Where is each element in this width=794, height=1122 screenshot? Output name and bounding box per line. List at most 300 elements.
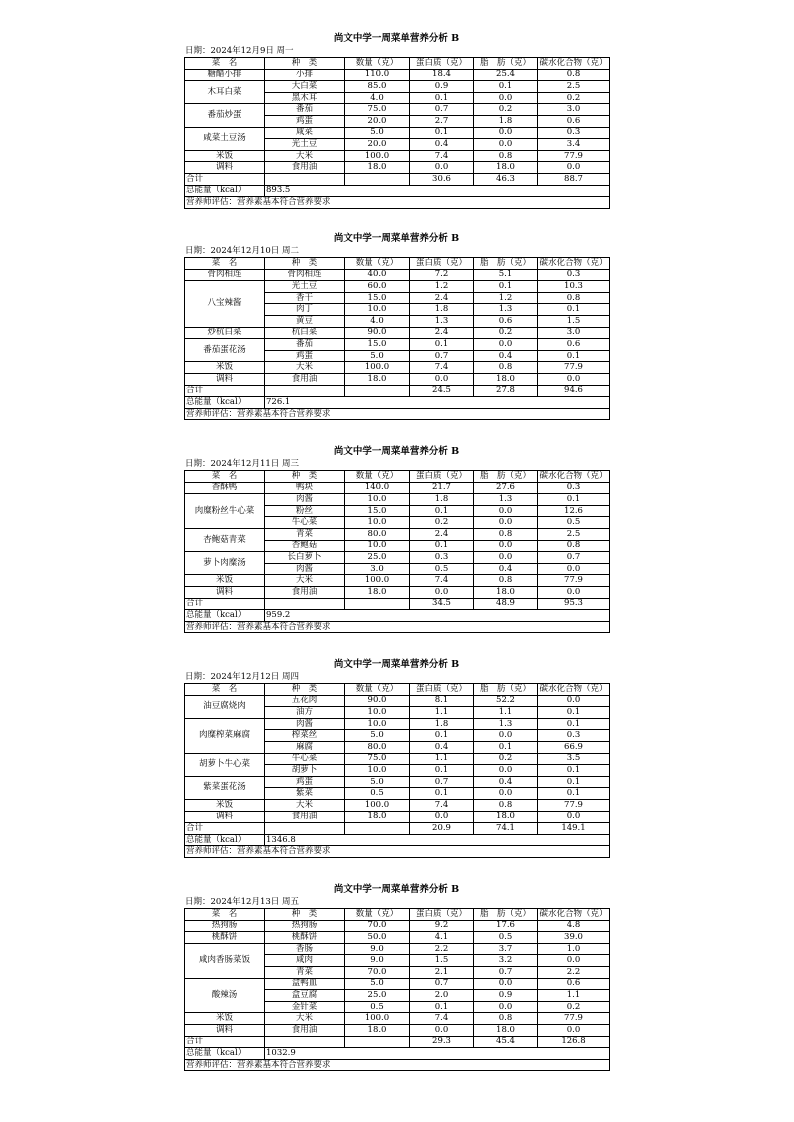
protein-cell: 0.1 xyxy=(410,1001,474,1013)
carbohydrate-cell: 39.0 xyxy=(538,932,610,944)
carbohydrate-cell: 77.9 xyxy=(538,1013,610,1025)
total-carbohydrate: 149.1 xyxy=(538,823,610,835)
column-header: 脂 肪（克） xyxy=(474,684,538,696)
quantity-cell: 50.0 xyxy=(345,932,410,944)
fat-cell: 18.0 xyxy=(474,162,538,174)
dish-name: 萝卜肉糜汤 xyxy=(185,552,265,575)
carbohydrate-cell: 0.1 xyxy=(538,788,610,800)
dish-name: 番茄炒蛋 xyxy=(185,104,265,127)
column-header: 碳水化合物（克） xyxy=(539,683,608,694)
carbohydrate-cell: 3.4 xyxy=(538,139,610,151)
energy-label: 总能量（kcal） xyxy=(185,397,265,409)
assessment-text: 营养师评估：营养素基本符合营养要求 xyxy=(185,846,610,858)
dish-name: 米饭 xyxy=(185,150,265,162)
fat-cell: 0.6 xyxy=(474,315,538,327)
fat-cell: 0.8 xyxy=(474,150,538,162)
protein-cell: 7.4 xyxy=(410,799,474,811)
ingredient-cell: 番茄 xyxy=(265,104,345,116)
dish-name: 咸菜土豆汤 xyxy=(185,127,265,150)
quantity-cell: 10.0 xyxy=(345,540,410,552)
ingredient-cell: 大米 xyxy=(265,575,345,587)
nutrition-table xyxy=(184,57,610,209)
column-header: 菜 名 xyxy=(185,684,265,696)
quantity-cell: 10.0 xyxy=(345,494,410,506)
ingredient-cell: 食用油 xyxy=(265,1024,345,1036)
total-ingredient-cell xyxy=(265,823,345,835)
column-header: 蛋白质（克） xyxy=(410,58,474,70)
protein-cell: 1.8 xyxy=(410,718,474,730)
ingredient-cell: 大米 xyxy=(265,150,345,162)
carbohydrate-cell: 0.0 xyxy=(538,162,610,174)
nutrition-table xyxy=(184,257,610,420)
ingredient-cell: 热狗肠 xyxy=(265,920,345,932)
quantity-cell: 9.0 xyxy=(345,943,410,955)
carbohydrate-cell: 3.0 xyxy=(538,327,610,339)
assessment-text: 营养师评估：营养素基本符合营养要求 xyxy=(185,1059,610,1071)
ingredient-cell: 杏鲍菇 xyxy=(265,540,345,552)
quantity-cell: 60.0 xyxy=(345,281,410,293)
ingredient-cell: 麻腐 xyxy=(265,741,345,753)
total-label: 合计 xyxy=(185,385,265,397)
protein-cell: 0.1 xyxy=(410,765,474,777)
fat-cell: 0.2 xyxy=(474,104,538,116)
fat-cell: 0.2 xyxy=(474,327,538,339)
nutrition-table xyxy=(184,470,610,633)
quantity-cell: 140.0 xyxy=(345,482,410,494)
table-row xyxy=(185,943,610,955)
protein-cell: 0.4 xyxy=(410,139,474,151)
carbohydrate-cell: 1.1 xyxy=(538,990,610,1002)
ingredient-cell: 食用油 xyxy=(265,586,345,598)
total-label: 合计 xyxy=(185,823,265,835)
fat-cell: 0.1 xyxy=(474,741,538,753)
protein-cell: 4.1 xyxy=(410,932,474,944)
quantity-cell: 40.0 xyxy=(345,269,410,281)
total-row xyxy=(185,385,610,397)
assessment-text: 营养师评估：营养素基本符合营养要求 xyxy=(185,197,610,209)
dish-name: 调料 xyxy=(185,811,265,823)
header-row xyxy=(185,258,610,270)
ingredient-cell: 五花肉 xyxy=(265,695,345,707)
ingredient-cell: 黑木耳 xyxy=(265,92,345,104)
column-header: 数量（克） xyxy=(345,909,410,921)
quantity-cell: 90.0 xyxy=(345,327,410,339)
energy-row xyxy=(185,185,610,197)
ingredient-cell: 大米 xyxy=(265,1013,345,1025)
protein-cell: 21.7 xyxy=(410,482,474,494)
ingredient-cell: 番茄 xyxy=(265,339,345,351)
carbohydrate-cell: 0.3 xyxy=(538,269,610,281)
fat-cell: 0.8 xyxy=(474,362,538,374)
total-carbohydrate: 95.3 xyxy=(538,598,610,610)
fat-cell: 0.0 xyxy=(474,139,538,151)
ingredient-cell: 盒鸭血 xyxy=(265,978,345,990)
fat-cell: 0.7 xyxy=(474,966,538,978)
ingredient-cell: 青菜 xyxy=(265,966,345,978)
ingredient-cell: 粉丝 xyxy=(265,505,345,517)
fat-cell: 18.0 xyxy=(474,1024,538,1036)
column-header: 种 类 xyxy=(265,258,345,270)
carbohydrate-cell: 0.0 xyxy=(538,811,610,823)
quantity-cell: 5.0 xyxy=(345,127,410,139)
carbohydrate-cell: 2.2 xyxy=(538,966,610,978)
carbohydrate-cell: 77.9 xyxy=(538,575,610,587)
ingredient-cell: 盒豆腐 xyxy=(265,990,345,1002)
carbohydrate-cell: 3.5 xyxy=(538,753,610,765)
protein-cell: 2.4 xyxy=(410,292,474,304)
dish-name: 桃酥饼 xyxy=(185,932,265,944)
protein-cell: 18.4 xyxy=(410,69,474,81)
carbohydrate-cell: 0.0 xyxy=(538,373,610,385)
protein-cell: 1.3 xyxy=(410,315,474,327)
dish-name: 炒杭白菜 xyxy=(185,327,265,339)
table-row xyxy=(185,482,610,494)
fat-cell: 3.7 xyxy=(474,943,538,955)
protein-cell: 0.0 xyxy=(410,1024,474,1036)
fat-cell: 25.4 xyxy=(474,69,538,81)
energy-value: 893.5 xyxy=(265,185,345,197)
quantity-cell: 70.0 xyxy=(345,966,410,978)
ingredient-cell: 肉酱 xyxy=(265,563,345,575)
ingredient-cell: 光土豆 xyxy=(265,281,345,293)
energy-row xyxy=(185,1048,610,1060)
protein-cell: 1.1 xyxy=(410,707,474,719)
carbohydrate-cell: 1.0 xyxy=(538,943,610,955)
total-protein: 24.5 xyxy=(410,385,474,397)
carbohydrate-cell: 77.9 xyxy=(538,150,610,162)
fat-cell: 18.0 xyxy=(474,373,538,385)
table-row xyxy=(185,799,610,811)
fat-cell: 27.6 xyxy=(474,482,538,494)
energy-blank xyxy=(345,397,610,409)
carbohydrate-cell: 2.5 xyxy=(538,528,610,540)
protein-cell: 1.1 xyxy=(410,753,474,765)
fat-cell: 0.0 xyxy=(474,788,538,800)
total-protein: 20.9 xyxy=(410,823,474,835)
fat-cell: 1.3 xyxy=(474,494,538,506)
protein-cell: 0.0 xyxy=(410,811,474,823)
energy-blank xyxy=(345,610,610,622)
ingredient-cell: 金针菜 xyxy=(265,1001,345,1013)
quantity-cell: 15.0 xyxy=(345,292,410,304)
protein-cell: 7.4 xyxy=(410,362,474,374)
quantity-cell: 10.0 xyxy=(345,517,410,529)
column-header: 数量（克） xyxy=(345,471,410,483)
energy-label: 总能量（kcal） xyxy=(185,185,265,197)
protein-cell: 0.1 xyxy=(410,339,474,351)
quantity-cell: 85.0 xyxy=(345,81,410,93)
energy-row xyxy=(185,834,610,846)
carbohydrate-cell: 0.8 xyxy=(538,292,610,304)
carbohydrate-cell: 0.1 xyxy=(538,707,610,719)
energy-value: 1346.8 xyxy=(265,834,345,846)
ingredient-cell: 长白萝卜 xyxy=(265,552,345,564)
total-label: 合计 xyxy=(185,598,265,610)
table-title: 尚文中学一周菜单营养分析 B xyxy=(333,33,460,44)
total-quantity-cell xyxy=(345,598,410,610)
quantity-cell: 100.0 xyxy=(345,1013,410,1025)
quantity-cell: 5.0 xyxy=(345,776,410,788)
fat-cell: 0.5 xyxy=(474,932,538,944)
ingredient-cell: 胡萝卜 xyxy=(265,765,345,777)
table-row xyxy=(185,104,610,116)
total-row xyxy=(185,598,610,610)
table-row xyxy=(185,575,610,587)
fat-cell: 17.6 xyxy=(474,920,538,932)
total-quantity-cell xyxy=(345,385,410,397)
table-row xyxy=(185,1024,610,1036)
fat-cell: 0.0 xyxy=(474,552,538,564)
fat-cell: 3.2 xyxy=(474,955,538,967)
ingredient-cell: 食用油 xyxy=(265,811,345,823)
protein-cell: 9.2 xyxy=(410,920,474,932)
energy-row xyxy=(185,610,610,622)
quantity-cell: 0.5 xyxy=(345,788,410,800)
column-header: 数量（克） xyxy=(345,684,410,696)
table-row xyxy=(185,162,610,174)
protein-cell: 0.1 xyxy=(410,540,474,552)
ingredient-cell: 咸肉 xyxy=(265,955,345,967)
energy-blank xyxy=(345,185,610,197)
protein-cell: 2.2 xyxy=(410,943,474,955)
column-header: 碳水化合物（克） xyxy=(539,57,608,68)
table-row xyxy=(185,978,610,990)
dish-name: 肉糜榨菜麻腐 xyxy=(185,718,265,753)
column-header: 脂 肪（克） xyxy=(474,58,538,70)
ingredient-cell: 肉酱 xyxy=(265,494,345,506)
table-row xyxy=(185,281,610,293)
protein-cell: 0.9 xyxy=(410,81,474,93)
assessment-row xyxy=(185,408,610,420)
protein-cell: 2.4 xyxy=(410,528,474,540)
carbohydrate-cell: 0.2 xyxy=(538,92,610,104)
protein-cell: 1.5 xyxy=(410,955,474,967)
total-fat: 46.3 xyxy=(474,173,538,185)
carbohydrate-cell: 0.0 xyxy=(538,1024,610,1036)
table-row xyxy=(185,753,610,765)
protein-cell: 0.1 xyxy=(410,505,474,517)
energy-blank xyxy=(345,834,610,846)
ingredient-cell: 鸡蛋 xyxy=(265,350,345,362)
carbohydrate-cell: 0.1 xyxy=(538,350,610,362)
carbohydrate-cell: 0.1 xyxy=(538,718,610,730)
column-header: 种 类 xyxy=(265,909,345,921)
fat-cell: 0.4 xyxy=(474,776,538,788)
dish-name: 米饭 xyxy=(185,1013,265,1025)
total-fat: 27.8 xyxy=(474,385,538,397)
quantity-cell: 3.0 xyxy=(345,563,410,575)
quantity-cell: 20.0 xyxy=(345,115,410,127)
column-header: 数量（克） xyxy=(345,258,410,270)
carbohydrate-cell: 0.7 xyxy=(538,552,610,564)
carbohydrate-cell: 77.9 xyxy=(538,362,610,374)
column-header: 菜 名 xyxy=(185,909,265,921)
header-row xyxy=(185,684,610,696)
dish-name: 番茄蛋花汤 xyxy=(185,339,265,362)
carbohydrate-cell: 0.1 xyxy=(538,304,610,316)
dish-name: 木耳白菜 xyxy=(185,81,265,104)
date-line: 日期：2024年12月10日 周二 xyxy=(185,246,299,256)
carbohydrate-cell: 0.0 xyxy=(538,586,610,598)
ingredient-cell: 油方 xyxy=(265,707,345,719)
quantity-cell: 4.0 xyxy=(345,92,410,104)
energy-label: 总能量（kcal） xyxy=(185,834,265,846)
table-row xyxy=(185,327,610,339)
nutrition-table xyxy=(184,683,610,858)
ingredient-cell: 香肠 xyxy=(265,943,345,955)
fat-cell: 0.0 xyxy=(474,765,538,777)
assessment-text: 营养师评估：营养素基本符合营养要求 xyxy=(185,408,610,420)
protein-cell: 0.7 xyxy=(410,978,474,990)
table-row xyxy=(185,695,610,707)
column-header: 数量（克） xyxy=(345,58,410,70)
quantity-cell: 18.0 xyxy=(345,373,410,385)
ingredient-cell: 骨肉相连 xyxy=(265,269,345,281)
dish-name: 肉糜粉丝牛心菜 xyxy=(185,494,265,529)
fat-cell: 0.0 xyxy=(474,1001,538,1013)
quantity-cell: 5.0 xyxy=(345,730,410,742)
fat-cell: 0.0 xyxy=(474,540,538,552)
total-protein: 34.5 xyxy=(410,598,474,610)
quantity-cell: 100.0 xyxy=(345,362,410,374)
table-row xyxy=(185,1013,610,1025)
total-carbohydrate: 126.8 xyxy=(538,1036,610,1048)
carbohydrate-cell: 66.9 xyxy=(538,741,610,753)
column-header: 蛋白质（克） xyxy=(410,258,474,270)
dish-name: 调料 xyxy=(185,162,265,174)
table-row xyxy=(185,150,610,162)
table-title: 尚文中学一周菜单营养分析 B xyxy=(333,233,460,244)
ingredient-cell: 咸菜 xyxy=(265,127,345,139)
total-quantity-cell xyxy=(345,823,410,835)
quantity-cell: 75.0 xyxy=(345,753,410,765)
protein-cell: 2.0 xyxy=(410,990,474,1002)
quantity-cell: 80.0 xyxy=(345,741,410,753)
column-header: 脂 肪（克） xyxy=(474,258,538,270)
quantity-cell: 18.0 xyxy=(345,1024,410,1036)
table-row xyxy=(185,494,610,506)
protein-cell: 0.0 xyxy=(410,586,474,598)
fat-cell: 0.2 xyxy=(474,753,538,765)
ingredient-cell: 香干 xyxy=(265,292,345,304)
total-ingredient-cell xyxy=(265,173,345,185)
carbohydrate-cell: 0.2 xyxy=(538,1001,610,1013)
table-title: 尚文中学一周菜单营养分析 B xyxy=(333,659,460,670)
fat-cell: 0.4 xyxy=(474,350,538,362)
total-ingredient-cell xyxy=(265,1036,345,1048)
quantity-cell: 5.0 xyxy=(345,350,410,362)
ingredient-cell: 黄豆 xyxy=(265,315,345,327)
ingredient-cell: 食用油 xyxy=(265,373,345,385)
carbohydrate-cell: 10.3 xyxy=(538,281,610,293)
dish-name: 香酥鸭 xyxy=(185,482,265,494)
table-row xyxy=(185,373,610,385)
quantity-cell: 25.0 xyxy=(345,990,410,1002)
quantity-cell: 15.0 xyxy=(345,505,410,517)
total-quantity-cell xyxy=(345,1036,410,1048)
quantity-cell: 80.0 xyxy=(345,528,410,540)
header-row xyxy=(185,58,610,70)
ingredient-cell: 大米 xyxy=(265,362,345,374)
quantity-cell: 75.0 xyxy=(345,104,410,116)
dish-name: 杏鲍菇青菜 xyxy=(185,528,265,551)
dish-name: 调料 xyxy=(185,373,265,385)
column-header: 菜 名 xyxy=(185,58,265,70)
column-header: 脂 肪（克） xyxy=(474,471,538,483)
ingredient-cell: 小排 xyxy=(265,69,345,81)
fat-cell: 18.0 xyxy=(474,811,538,823)
carbohydrate-cell: 0.0 xyxy=(538,695,610,707)
carbohydrate-cell: 0.6 xyxy=(538,978,610,990)
carbohydrate-cell: 0.6 xyxy=(538,115,610,127)
table-row xyxy=(185,339,610,351)
table-row xyxy=(185,586,610,598)
total-quantity-cell xyxy=(345,173,410,185)
table-row xyxy=(185,69,610,81)
protein-cell: 1.8 xyxy=(410,494,474,506)
dish-name: 调料 xyxy=(185,1024,265,1036)
quantity-cell: 18.0 xyxy=(345,162,410,174)
total-ingredient-cell xyxy=(265,385,345,397)
quantity-cell: 18.0 xyxy=(345,811,410,823)
column-header: 种 类 xyxy=(265,684,345,696)
quantity-cell: 20.0 xyxy=(345,139,410,151)
header-row xyxy=(185,909,610,921)
quantity-cell: 100.0 xyxy=(345,150,410,162)
table-row xyxy=(185,776,610,788)
carbohydrate-cell: 0.8 xyxy=(538,69,610,81)
total-protein: 30.6 xyxy=(410,173,474,185)
fat-cell: 0.8 xyxy=(474,1013,538,1025)
quantity-cell: 110.0 xyxy=(345,69,410,81)
quantity-cell: 18.0 xyxy=(345,586,410,598)
fat-cell: 0.0 xyxy=(474,517,538,529)
carbohydrate-cell: 3.0 xyxy=(538,104,610,116)
table-row xyxy=(185,528,610,540)
table-row xyxy=(185,552,610,564)
ingredient-cell: 大白菜 xyxy=(265,81,345,93)
carbohydrate-cell: 0.1 xyxy=(538,494,610,506)
quantity-cell: 70.0 xyxy=(345,920,410,932)
total-fat: 45.4 xyxy=(474,1036,538,1048)
column-header: 蛋白质（克） xyxy=(410,909,474,921)
date-line: 日期：2024年12月12日 周四 xyxy=(185,672,299,682)
total-row xyxy=(185,1036,610,1048)
assessment-row xyxy=(185,846,610,858)
fat-cell: 0.0 xyxy=(474,339,538,351)
fat-cell: 0.0 xyxy=(474,730,538,742)
fat-cell: 0.8 xyxy=(474,528,538,540)
quantity-cell: 10.0 xyxy=(345,765,410,777)
carbohydrate-cell: 2.5 xyxy=(538,81,610,93)
dish-name: 紫菜蛋花汤 xyxy=(185,776,265,799)
carbohydrate-cell: 77.9 xyxy=(538,799,610,811)
fat-cell: 0.4 xyxy=(474,563,538,575)
ingredient-cell: 食用油 xyxy=(265,162,345,174)
quantity-cell: 10.0 xyxy=(345,707,410,719)
dish-name: 油豆腐烧肉 xyxy=(185,695,265,718)
column-header: 碳水化合物（克） xyxy=(539,908,608,919)
ingredient-cell: 鸭块 xyxy=(265,482,345,494)
table-title: 尚文中学一周菜单营养分析 B xyxy=(333,446,460,457)
total-carbohydrate: 94.6 xyxy=(538,385,610,397)
carbohydrate-cell: 0.1 xyxy=(538,776,610,788)
fat-cell: 18.0 xyxy=(474,586,538,598)
dish-name: 糖醋小排 xyxy=(185,69,265,81)
protein-cell: 1.8 xyxy=(410,304,474,316)
fat-cell: 0.1 xyxy=(474,81,538,93)
carbohydrate-cell: 0.3 xyxy=(538,730,610,742)
